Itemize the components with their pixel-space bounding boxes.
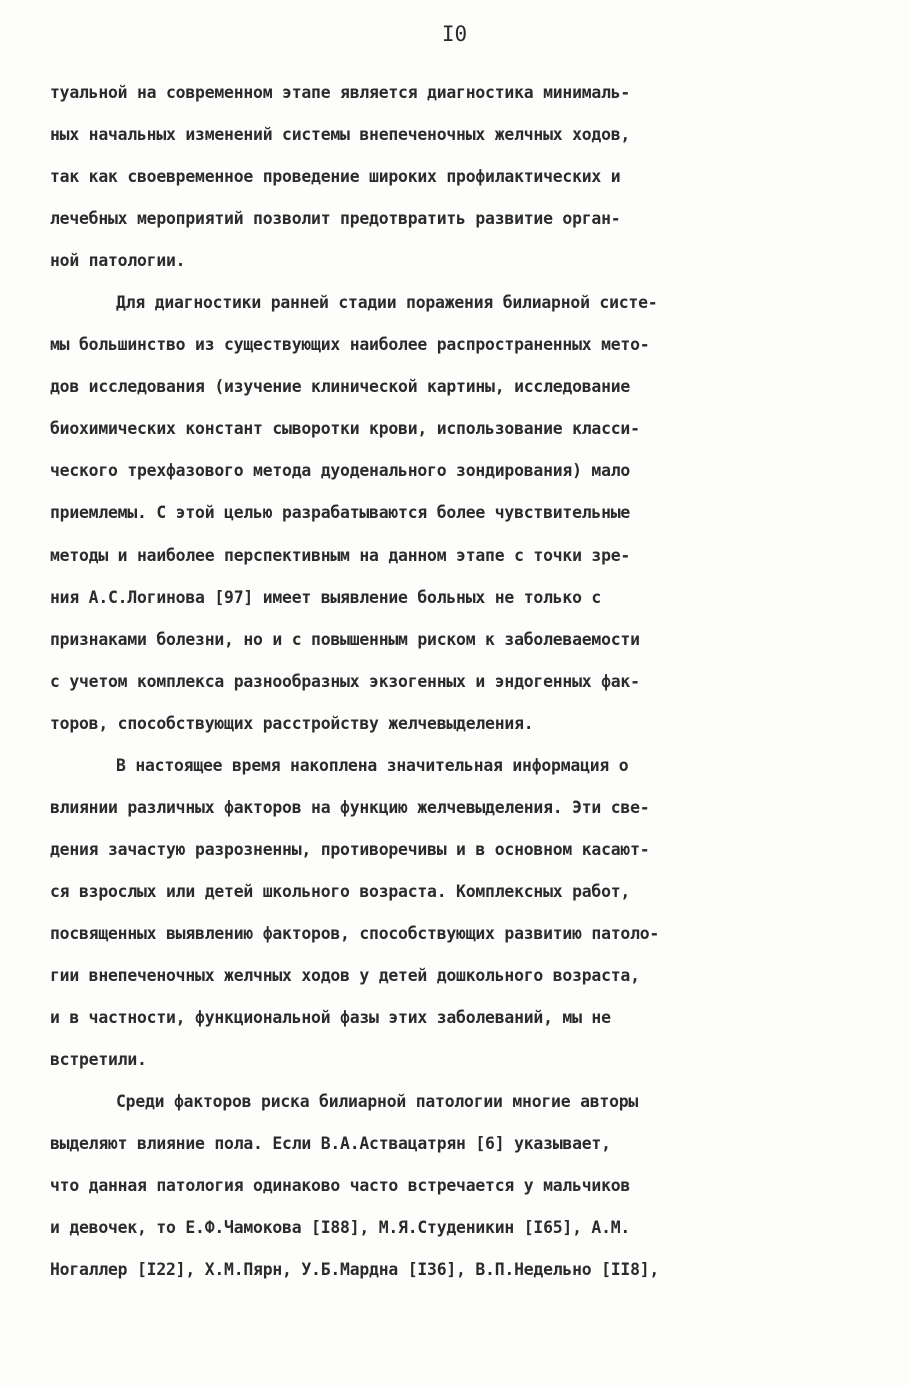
text-line: ния А.С.Логинова [97] имеет выявление больных не только с [50,587,602,607]
text-line: биохимических констант сыворотки крови, использование класси- [50,419,640,439]
body-text [50,72,860,1291]
page-number: I0 [441,22,468,46]
text-line: лечебных мероприятий позволит предотвратить развитие орган- [50,209,621,229]
text-line: В настоящее время накоплена значительная информация о [116,755,629,775]
text-line: и в частности, функциональной фазы этих заболеваний, мы не [50,1008,611,1028]
text-line: и девочек, то Е.Ф.Чамокова [I88], М.Я.Студеникин [I65], А.М. [50,1218,631,1238]
text-line: приемлемы. С этой целью разрабатываются более чувствительные [50,503,631,523]
text-line: ческого трехфазового метода дуоденального зондирования) мало [50,461,631,481]
text-line: встретили. [50,1050,147,1070]
text-line: что данная патология одинаково часто встречается у мальчиков [50,1176,631,1196]
text-line: с учетом комплекса разнообразных экзогенных и эндогенных фак- [50,671,640,691]
text-line: выделяют влияние пола. Если В.А.Аствацатрян [6] указывает, [50,1134,611,1154]
text-line: торов, способствующих расстройству желчевыделения. [50,713,534,733]
text-line: Ногаллер [I22], Х.М.Пярн, У.Б.Мардна [I36], В.П.Недельно [II8], [50,1260,660,1280]
text-line: ся взрослых или детей школьного возраста. Комплексных работ, [50,881,631,901]
text-line: признаками болезни, но и с повышенным риском к заболеваемости [50,629,640,649]
text-line: ных начальных изменений системы внепеченочных желчных ходов, [50,125,631,145]
text-line: гии внепеченочных желчных ходов у детей дошкольного возраста, [50,965,640,985]
paragraph-2 [50,282,860,745]
text-line: мы большинство из существующих наиболее распространенных мето- [50,335,650,355]
paragraph-4 [50,1081,860,1291]
paragraph-3 [50,745,860,1081]
text-line: дения зачастую разрозненны, противоречивы и в основном касают- [50,839,650,859]
text-line: влиянии различных факторов на функцию желчевыделения. Эти све- [50,797,650,817]
text-line: Среди факторов риска билиарной патологии многие авторы [116,1092,639,1112]
paragraph-1 [50,72,860,282]
text-line: методы и наиболее перспективным на данном этапе с точки зре- [50,545,631,565]
text-line: туальной на современном этапе является диагностика минималь- [50,83,631,102]
text-line: дов исследования (изучение клинической картины, исследование [50,377,631,397]
text-line: так как своевременное проведение широких профилактических и [50,167,621,187]
text-line: ной патологии. [50,251,186,271]
text-line: Для диагностики ранней стадии поражения билиарной систе- [116,293,658,313]
text-line: посвященных выявлению факторов, способствующих развитию патоло- [50,923,660,943]
